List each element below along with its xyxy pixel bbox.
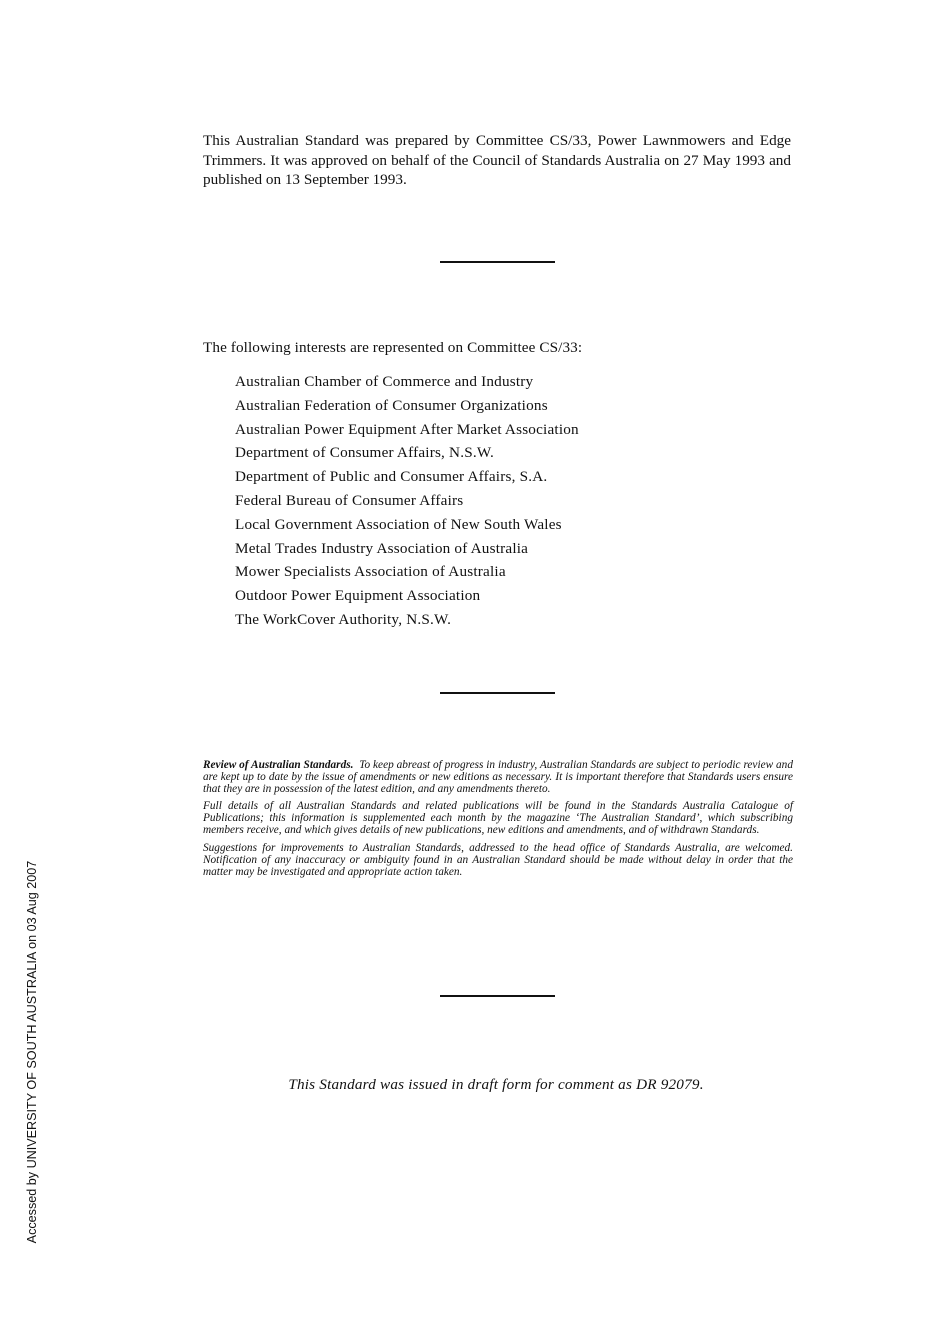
list-item: Federal Bureau of Consumer Affairs — [235, 491, 464, 509]
committee-heading: The following interests are represented on Committee CS/33: — [203, 339, 583, 356]
list-item: Department of Public and Consumer Affairs, S.A. — [235, 468, 548, 486]
list-item: Department of Consumer Affairs, N.S.W. — [235, 444, 494, 462]
section-divider — [440, 692, 555, 694]
catalogue-paragraph: Full details of all Australian Standards and related publications will be found in the Standards Australia Catalogue of Publications; this information is supplemented each month by the magazine ‘The Australian Standard’, which subscribing members receive, and which gives details of new publications, new editions and amendments, and of withdrawn Standards. — [203, 800, 793, 837]
access-stamp: Accessed by UNIVERSITY OF SOUTH AUSTRALIA on 03 Aug 2007 — [25, 860, 39, 1244]
list-item: Australian Federation of Consumer Organizations — [235, 396, 548, 414]
review-paragraph — [203, 759, 793, 795]
preparation-statement: This Australian Standard was prepared by Committee CS/33, Power Lawnmowers and Edge Trimmers. It was approved on behalf of the Council of Standards Australia on 27 May 1993 and published on 13 September 1993. — [203, 132, 791, 188]
list-item: Australian Chamber of Commerce and Industry — [235, 373, 534, 390]
list-item: Australian Power Equipment After Market Association — [235, 420, 579, 438]
review-notice — [203, 759, 793, 883]
section-divider — [440, 261, 555, 263]
list-item: Outdoor Power Equipment Association — [235, 587, 481, 605]
draft-note: This Standard was issued in draft form for comment as DR 92079. — [288, 1076, 704, 1093]
list-item: The WorkCover Authority, N.S.W. — [235, 610, 452, 628]
section-divider — [440, 995, 555, 997]
list-item: Mower Specialists Association of Australia — [235, 563, 506, 581]
list-item: Metal Trades Industry Association of Australia — [235, 539, 529, 557]
review-lead: Review of Australian Standards. — [203, 759, 354, 771]
list-item: Local Government Association of New South Wales — [235, 515, 562, 533]
review-text: To keep abreast of progress in industry, Australian Standards are subject to periodic review and are kept up to date by the issue of amendments or new editions as necessary. It is important therefore that Standards users ensure that they are in possession of the latest edition, and any amendments thereto. — [203, 759, 793, 796]
committee-interests-list — [235, 372, 579, 634]
suggestions-paragraph: Suggestions for improvements to Australian Standards, addressed to the head office of Standards Australia, are welcomed. Notification of any inaccuracy or ambiguity found in an Australian Standard should be made without delay in order that the matter may be investigated and appropriate action taken. — [203, 841, 793, 878]
